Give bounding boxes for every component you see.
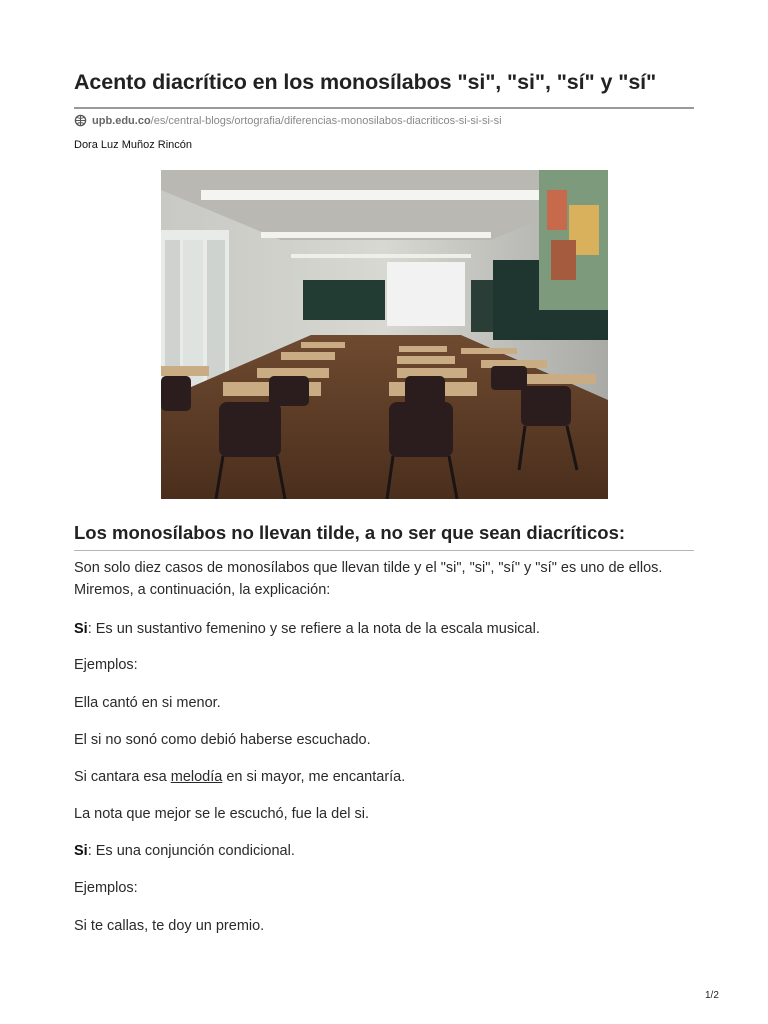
page-title: Acento diacrítico en los monosílabos "si", "si", "sí" y "sí" xyxy=(74,70,657,94)
intro-line-2: Miremos, a continuación, la explicación: xyxy=(74,582,331,598)
page-number: 1/2 xyxy=(705,990,719,1001)
section-divider xyxy=(74,550,694,551)
example-2: El si no sonó como debió haberse escuchado. xyxy=(74,732,371,748)
definition-1-term: Si xyxy=(74,621,88,637)
classroom-photo xyxy=(161,170,608,499)
example-4: La nota que mejor se le escuchó, fue la del si. xyxy=(74,806,370,822)
source-path: /es/central-blogs/ortografia/diferencias-monosilabos-diacriticos-si-si-si-si xyxy=(150,114,502,127)
examples-label-1: Ejemplos: xyxy=(74,657,138,673)
author-name: Dora Luz Muñoz Rincón xyxy=(74,139,193,151)
definition-2-term: Si xyxy=(74,843,88,859)
source-domain: upb.edu.co xyxy=(92,114,151,127)
title-divider xyxy=(74,107,694,109)
section-heading: Los monosílabos no llevan tilde, a no ser que sean diacríticos: xyxy=(74,522,626,543)
definition-2 xyxy=(74,840,295,862)
source-url[interactable] xyxy=(74,114,502,127)
melodia-link[interactable]: melodía xyxy=(170,769,223,785)
example-1: Ella cantó en si menor. xyxy=(74,695,221,711)
definition-1-text: : Es un sustantivo femenino y se refiere a la nota de la escala musical. xyxy=(87,621,540,637)
definition-1 xyxy=(74,618,540,640)
definition-2-text: : Es una conjunción condicional. xyxy=(87,843,295,859)
globe-icon xyxy=(74,114,87,127)
example-3 xyxy=(74,766,405,788)
intro-line-1: Son solo diez casos de monosílabos que llevan tilde y el "si", "si", "sí" y "sí" es uno de ellos. xyxy=(74,560,663,576)
example-3-before: Si cantara esa xyxy=(74,769,171,785)
example-3-after: en si mayor, me encantaría. xyxy=(222,769,406,785)
example-5: Si te callas, te doy un premio. xyxy=(74,918,265,934)
examples-label-2: Ejemplos: xyxy=(74,880,138,896)
